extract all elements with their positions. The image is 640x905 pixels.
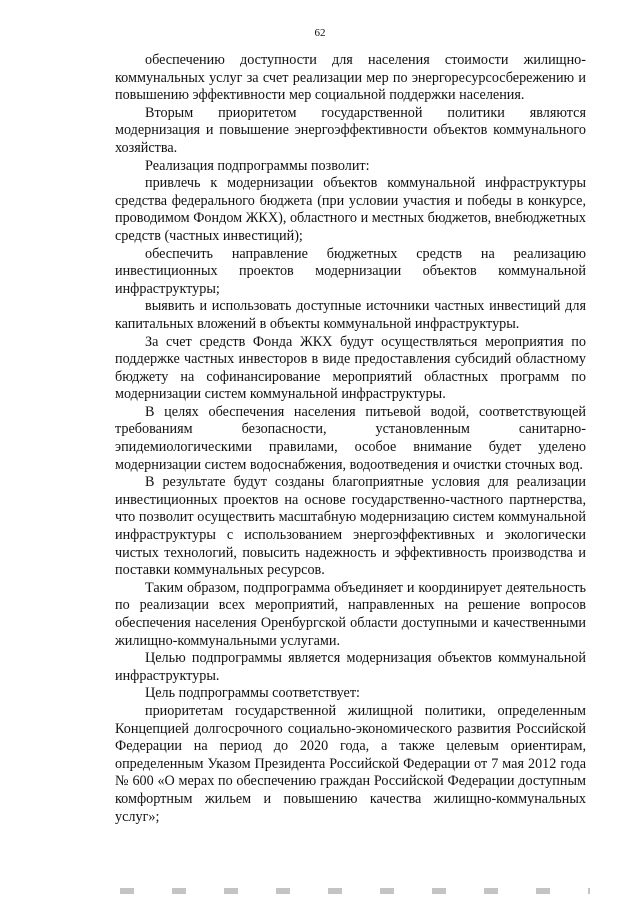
paragraph: В целях обеспечения населения питьевой водой, соответствующей требованиям безопасности, установленным санитарно-эпидемиологическими правилами, особое внимание будет уделено модернизации систем водоснабжения, водоотведения и очистки сточных вод. bbox=[115, 403, 586, 473]
paragraph: обеспечить направление бюджетных средств на реализацию инвестиционных проектов модернизации объектов коммунальной инфраструктуры; bbox=[115, 245, 586, 297]
page-number: 62 bbox=[314, 27, 326, 39]
paragraph: приоритетам государственной жилищной политики, определенным Концепцией долгосрочного социально-экономического развития Российской Федерации на период до 2020 года, а также целевым ориентирам, определенным Указом Президента Российской Федерации от 7 мая 2012 года № 600 «О мерах по обеспечению граждан Российской Федерации доступным комфортным жильем и повышению качества жилищно-коммунальных услуг»; bbox=[115, 702, 586, 825]
document-body bbox=[115, 52, 586, 826]
scan-edge-artifact bbox=[120, 888, 590, 894]
paragraph: обеспечению доступности для населения стоимости жилищно-коммунальных услуг за счет реализации мер по энергоресурсосбережению и повышению эффективности мер социальной поддержки населения. bbox=[115, 52, 586, 104]
paragraph: выявить и использовать доступные источники частных инвестиций для капитальных вложений в объекты коммунальной инфраструктуры. bbox=[115, 298, 586, 332]
paragraph: Цель подпрограммы соответствует: bbox=[145, 685, 361, 702]
paragraph: Реализация подпрограммы позволит: bbox=[145, 157, 370, 174]
paragraph: Целью подпрограммы является модернизация объектов коммунальной инфраструктуры. bbox=[115, 650, 586, 684]
paragraph: За счет средств Фонда ЖКХ будут осуществляться мероприятия по поддержке частных инвесторов в виде предоставления субсидий областному бюджету на софинансирование мероприятий областных программ по модернизации систем коммунальной инфраструктуры. bbox=[115, 333, 586, 403]
paragraph: привлечь к модернизации объектов коммунальной инфраструктуры средства федерального бюджета (при условии участия и победы в конкурсе, проводимом Фондом ЖКХ), областного и местных бюджетов, внебюджетных средств (частных инвестиций); bbox=[115, 175, 586, 244]
paragraph: В результате будут созданы благоприятные условия для реализации инвестиционных проектов на основе государственно-частного партнерства, что позволит осуществить масштабную модернизацию систем коммунальной инфраструктуры с использованием энергоэффективных и экологически чистых технологий, повысить надежность и эффективность производства и поставки коммунальных ресурсов. bbox=[115, 474, 586, 579]
paragraph: Таким образом, подпрограмма объединяет и координирует деятельность по реализации всех мероприятий, направленных на решение вопросов обеспечения населения Оренбургской области доступными и качественными жилищно-коммунальными услугами. bbox=[115, 579, 586, 649]
paragraph: Вторым приоритетом государственной политики являются модернизация и повышение энергоэффективности объектов коммунального хозяйства. bbox=[115, 104, 586, 156]
